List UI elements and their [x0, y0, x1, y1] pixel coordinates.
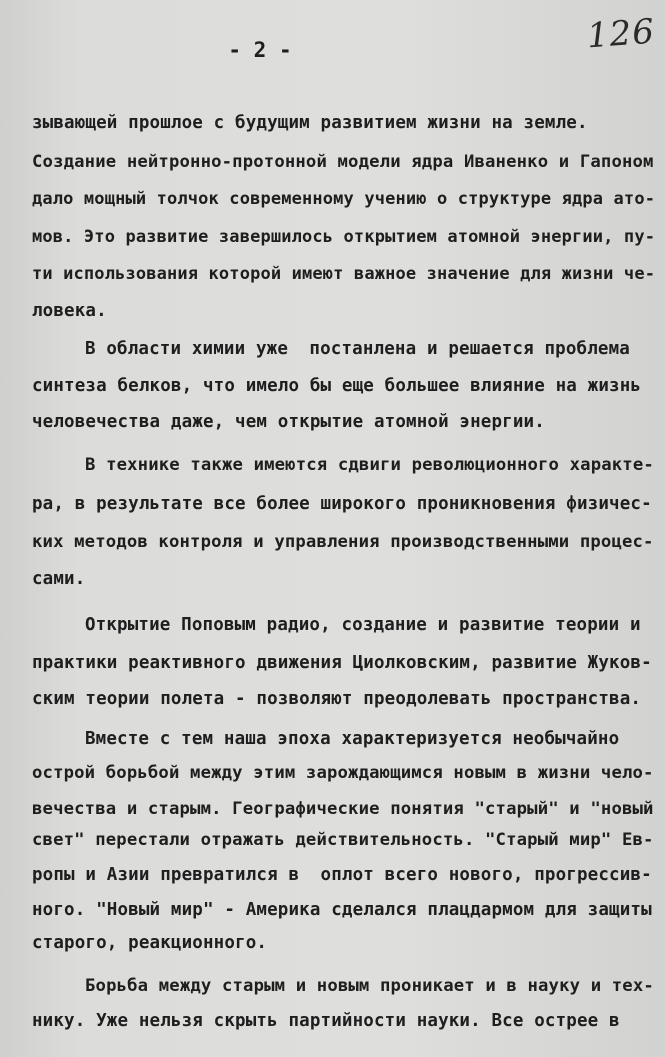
text-line: В технике также имеются сдвиги революционного характе- [85, 455, 654, 475]
text-line: вечества и старым. Географические понятия "старый" и "новый [32, 799, 654, 819]
text-line: Вместе с тем наша эпоха характеризуется необычайно [85, 729, 620, 749]
text-line: ловека. [32, 301, 107, 321]
text-line: В области химии уже постанлена и решается проблема [85, 339, 630, 359]
text-line: ским теории полета - позволяют преодолевать пространства. [32, 689, 642, 709]
text-line: зывающей прошлое с будущим развитием жизни на земле. [32, 113, 588, 133]
text-line: практики реактивного движения Циолковским, развитие Жуков- [32, 653, 652, 673]
text-line: старого, реакционного. [32, 933, 268, 953]
text-line: ропы и Азии превратился в оплот всего нового, прогрессив- [32, 865, 652, 885]
text-line: дало мощный толчок современному учению о структуре ядра ато- [32, 189, 656, 209]
text-line: свет" перестали отражать действительность. "Старый мир" Ев- [32, 830, 654, 850]
text-line: человечества даже, чем открытие атомной энергии. [32, 412, 545, 432]
text-line: Борьба между старым и новым проникает и в науку и тех- [85, 976, 654, 996]
text-line: Создание нейтронно-протонной модели ядра Иваненко и Гапоном [32, 152, 654, 172]
text-line: ти использования которой имеют важное значение для жизни че- [32, 264, 656, 284]
text-line: ких методов контроля и управления производственными процес- [32, 532, 654, 552]
text-line: сами. [32, 569, 86, 589]
archive-page-number: 126 [585, 11, 657, 57]
text-line: мов. Это развитие завершилось открытием атомной энергии, пу- [32, 227, 656, 247]
page-number: - 2 - [228, 38, 292, 62]
text-line: синтеза белков, что имело бы еще большее влияние на жизнь [32, 376, 642, 396]
text-line: ного. "Новый мир" - Америка сделался плацдармом для защиты [32, 900, 652, 920]
text-line: острой борьбой между этим зарождающимся новым в жизни чело- [32, 763, 654, 783]
text-line: Открытие Поповым радио, создание и развитие теории и [85, 615, 641, 635]
text-line: нику. Уже нельзя скрыть партийности науки. Все острее в [32, 1011, 620, 1031]
text-line: ра, в результате все более широкого проникновения физичес- [32, 494, 652, 514]
